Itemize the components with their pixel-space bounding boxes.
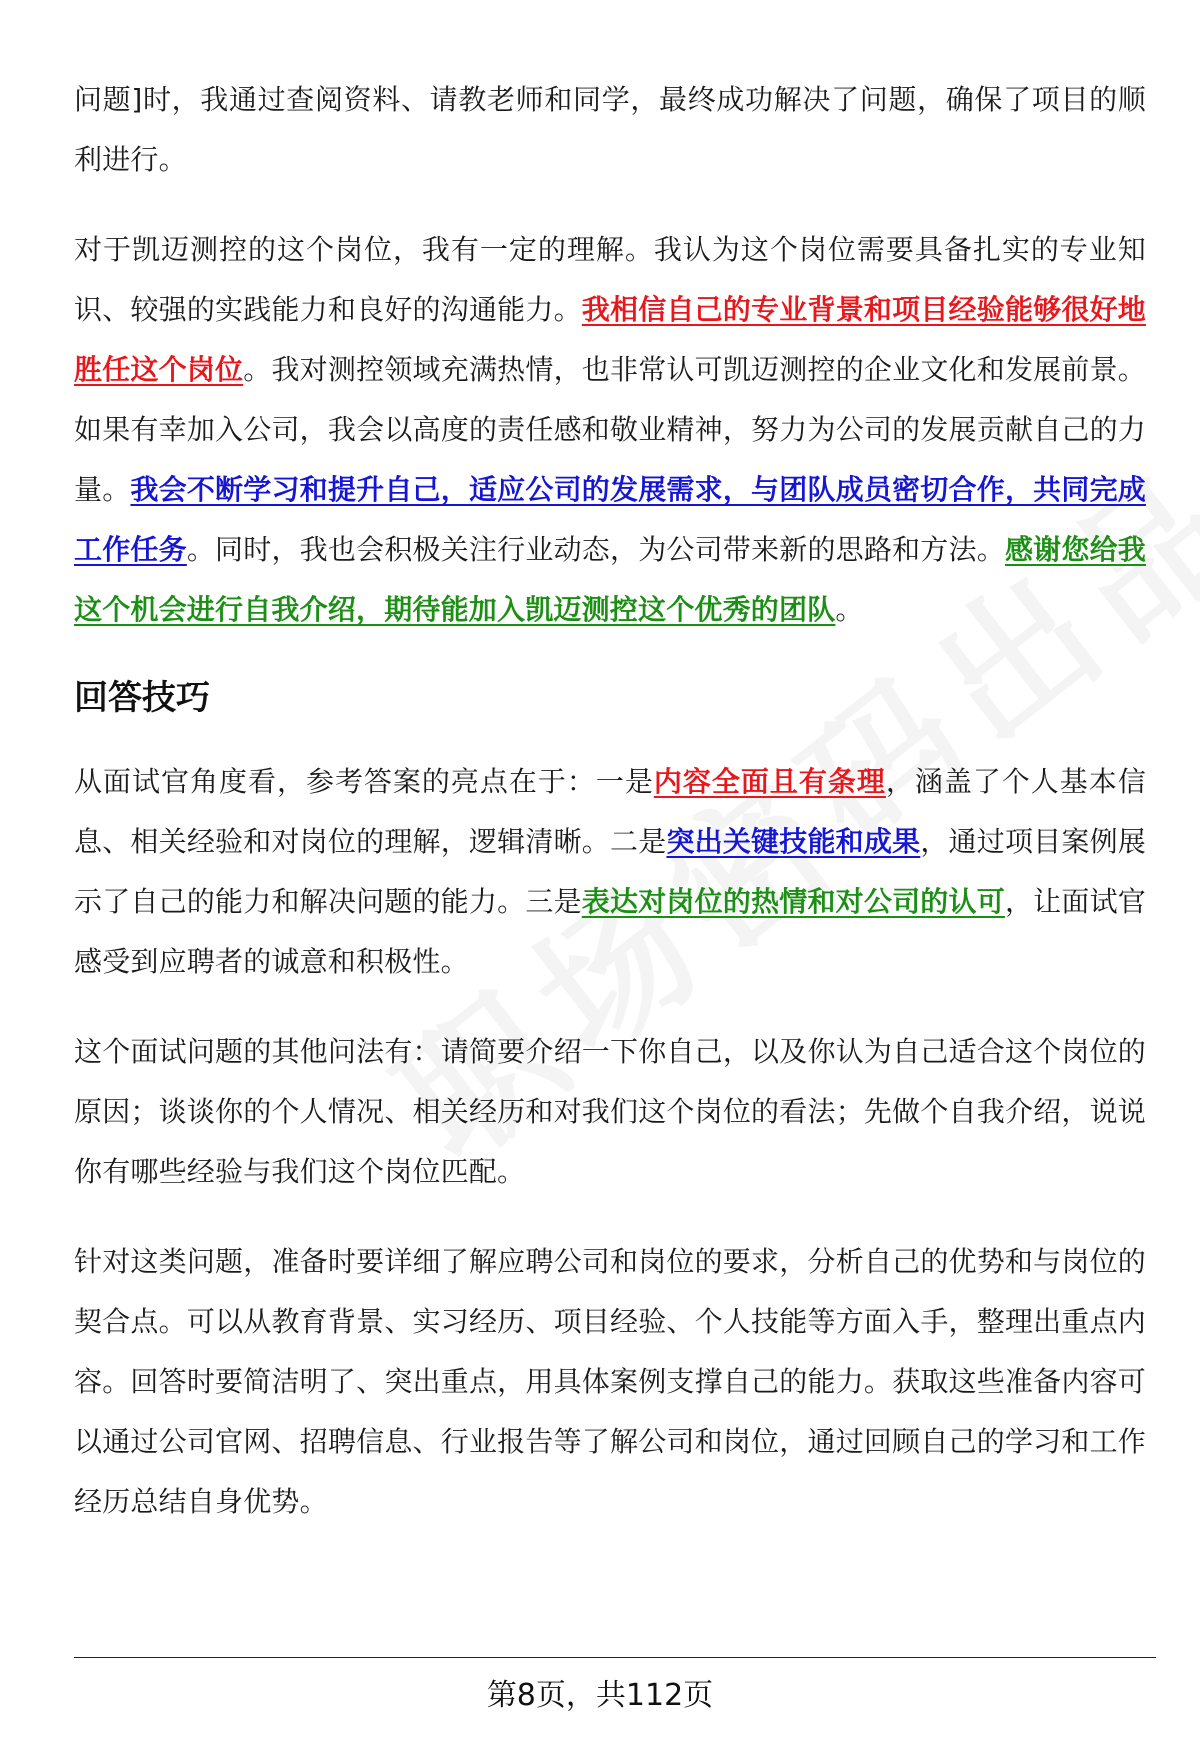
highlight-green-enthusiasm: 表达对岗位的热情和对公司的认可 xyxy=(581,885,1005,918)
section-heading-answer-tips: 回答技巧 xyxy=(74,678,210,718)
intro-continued-paragraph xyxy=(74,70,1146,190)
highlight-green-thanks: 感谢您给我这个机会进行自我介绍，期待能加入凯迈测控这个优秀的团队 xyxy=(74,533,1146,626)
footer-divider xyxy=(74,1657,1156,1658)
highlight-red-comprehensive: 内容全面且有条理 xyxy=(653,765,886,798)
intro-understanding-text-2: 。我对测控领域充满热情，也非常认可凯迈测控的企业文化和发展前景。如果有幸加入公司，我会以高度的责任感和敬业精神，努力为公司的发展贡献自己的力量。 xyxy=(74,353,1146,506)
tips-preparation-text: 针对这类问题，准备时要详细了解应聘公司和岗位的要求，分析自己的优势和与岗位的契合点。可以从教育背景、实习经历、项目经验、个人技能等方面入手，整理出重点内容。回答时要简洁明了、突出重点，用具体案例支撑自己的能力。获取这些准备内容可以通过公司官网、招聘信息、行业报告等了解公司和岗位，通过回顾自己的学习和工作经历总结自身优势。 xyxy=(74,1245,1146,1518)
highlight-blue-key-skills: 突出关键技能和成果 xyxy=(666,825,921,858)
tips-preparation-paragraph xyxy=(74,1232,1146,1532)
document-body xyxy=(74,70,1146,1562)
highlight-blue-commitment: 我会不断学习和提升自己，适应公司的发展需求，与团队成员密切合作，共同完成工作任务 xyxy=(74,473,1146,566)
tips-alternatives-text: 这个面试问题的其他问法有：请简要介绍一下你自己，以及你认为自己适合这个岗位的原因；谈谈你的个人情况、相关经历和对我们这个岗位的看法；先做个自我介绍，说说你有哪些经验与我们这个岗位匹配。 xyxy=(74,1035,1146,1188)
tips-highlights-paragraph xyxy=(74,752,1146,992)
tips-highlights-text-3: ，通过项目案例展示了自己的能力和解决问题的能力。三是 xyxy=(74,825,1147,918)
tips-highlights-text-1: 从面试官角度看，参考答案的亮点在于：一是 xyxy=(74,765,654,798)
tips-highlights-text-2: ，涵盖了个人基本信息、相关经验和对岗位的理解，逻辑清晰。二是 xyxy=(74,765,1146,858)
intro-understanding-text-4: 。 xyxy=(835,593,864,626)
intro-understanding-text-3: 。同时，我也会积极关注行业动态，为公司带来新的思路和方法。 xyxy=(186,533,1005,566)
tips-alternatives-paragraph xyxy=(74,1022,1146,1202)
tips-highlights-text-4: ，让面试官感受到应聘者的诚意和积极性。 xyxy=(74,885,1146,978)
highlight-red-confidence: 我相信自己的专业背景和项目经验能够很好地胜任这个岗位 xyxy=(74,293,1146,386)
page-number: 第8页，共112页 xyxy=(486,1678,714,1713)
intro-understanding-text-1: 对于凯迈测控的这个岗位，我有一定的理解。我认为这个岗位需要具备扎实的专业知识、较强的实践能力和良好的沟通能力。 xyxy=(74,233,1146,326)
intro-continued-text: 问题]时，我通过查阅资料、请教老师和同学，最终成功解决了问题，确保了项目的顺利进行。 xyxy=(74,83,1146,176)
intro-understanding-paragraph xyxy=(74,220,1146,640)
